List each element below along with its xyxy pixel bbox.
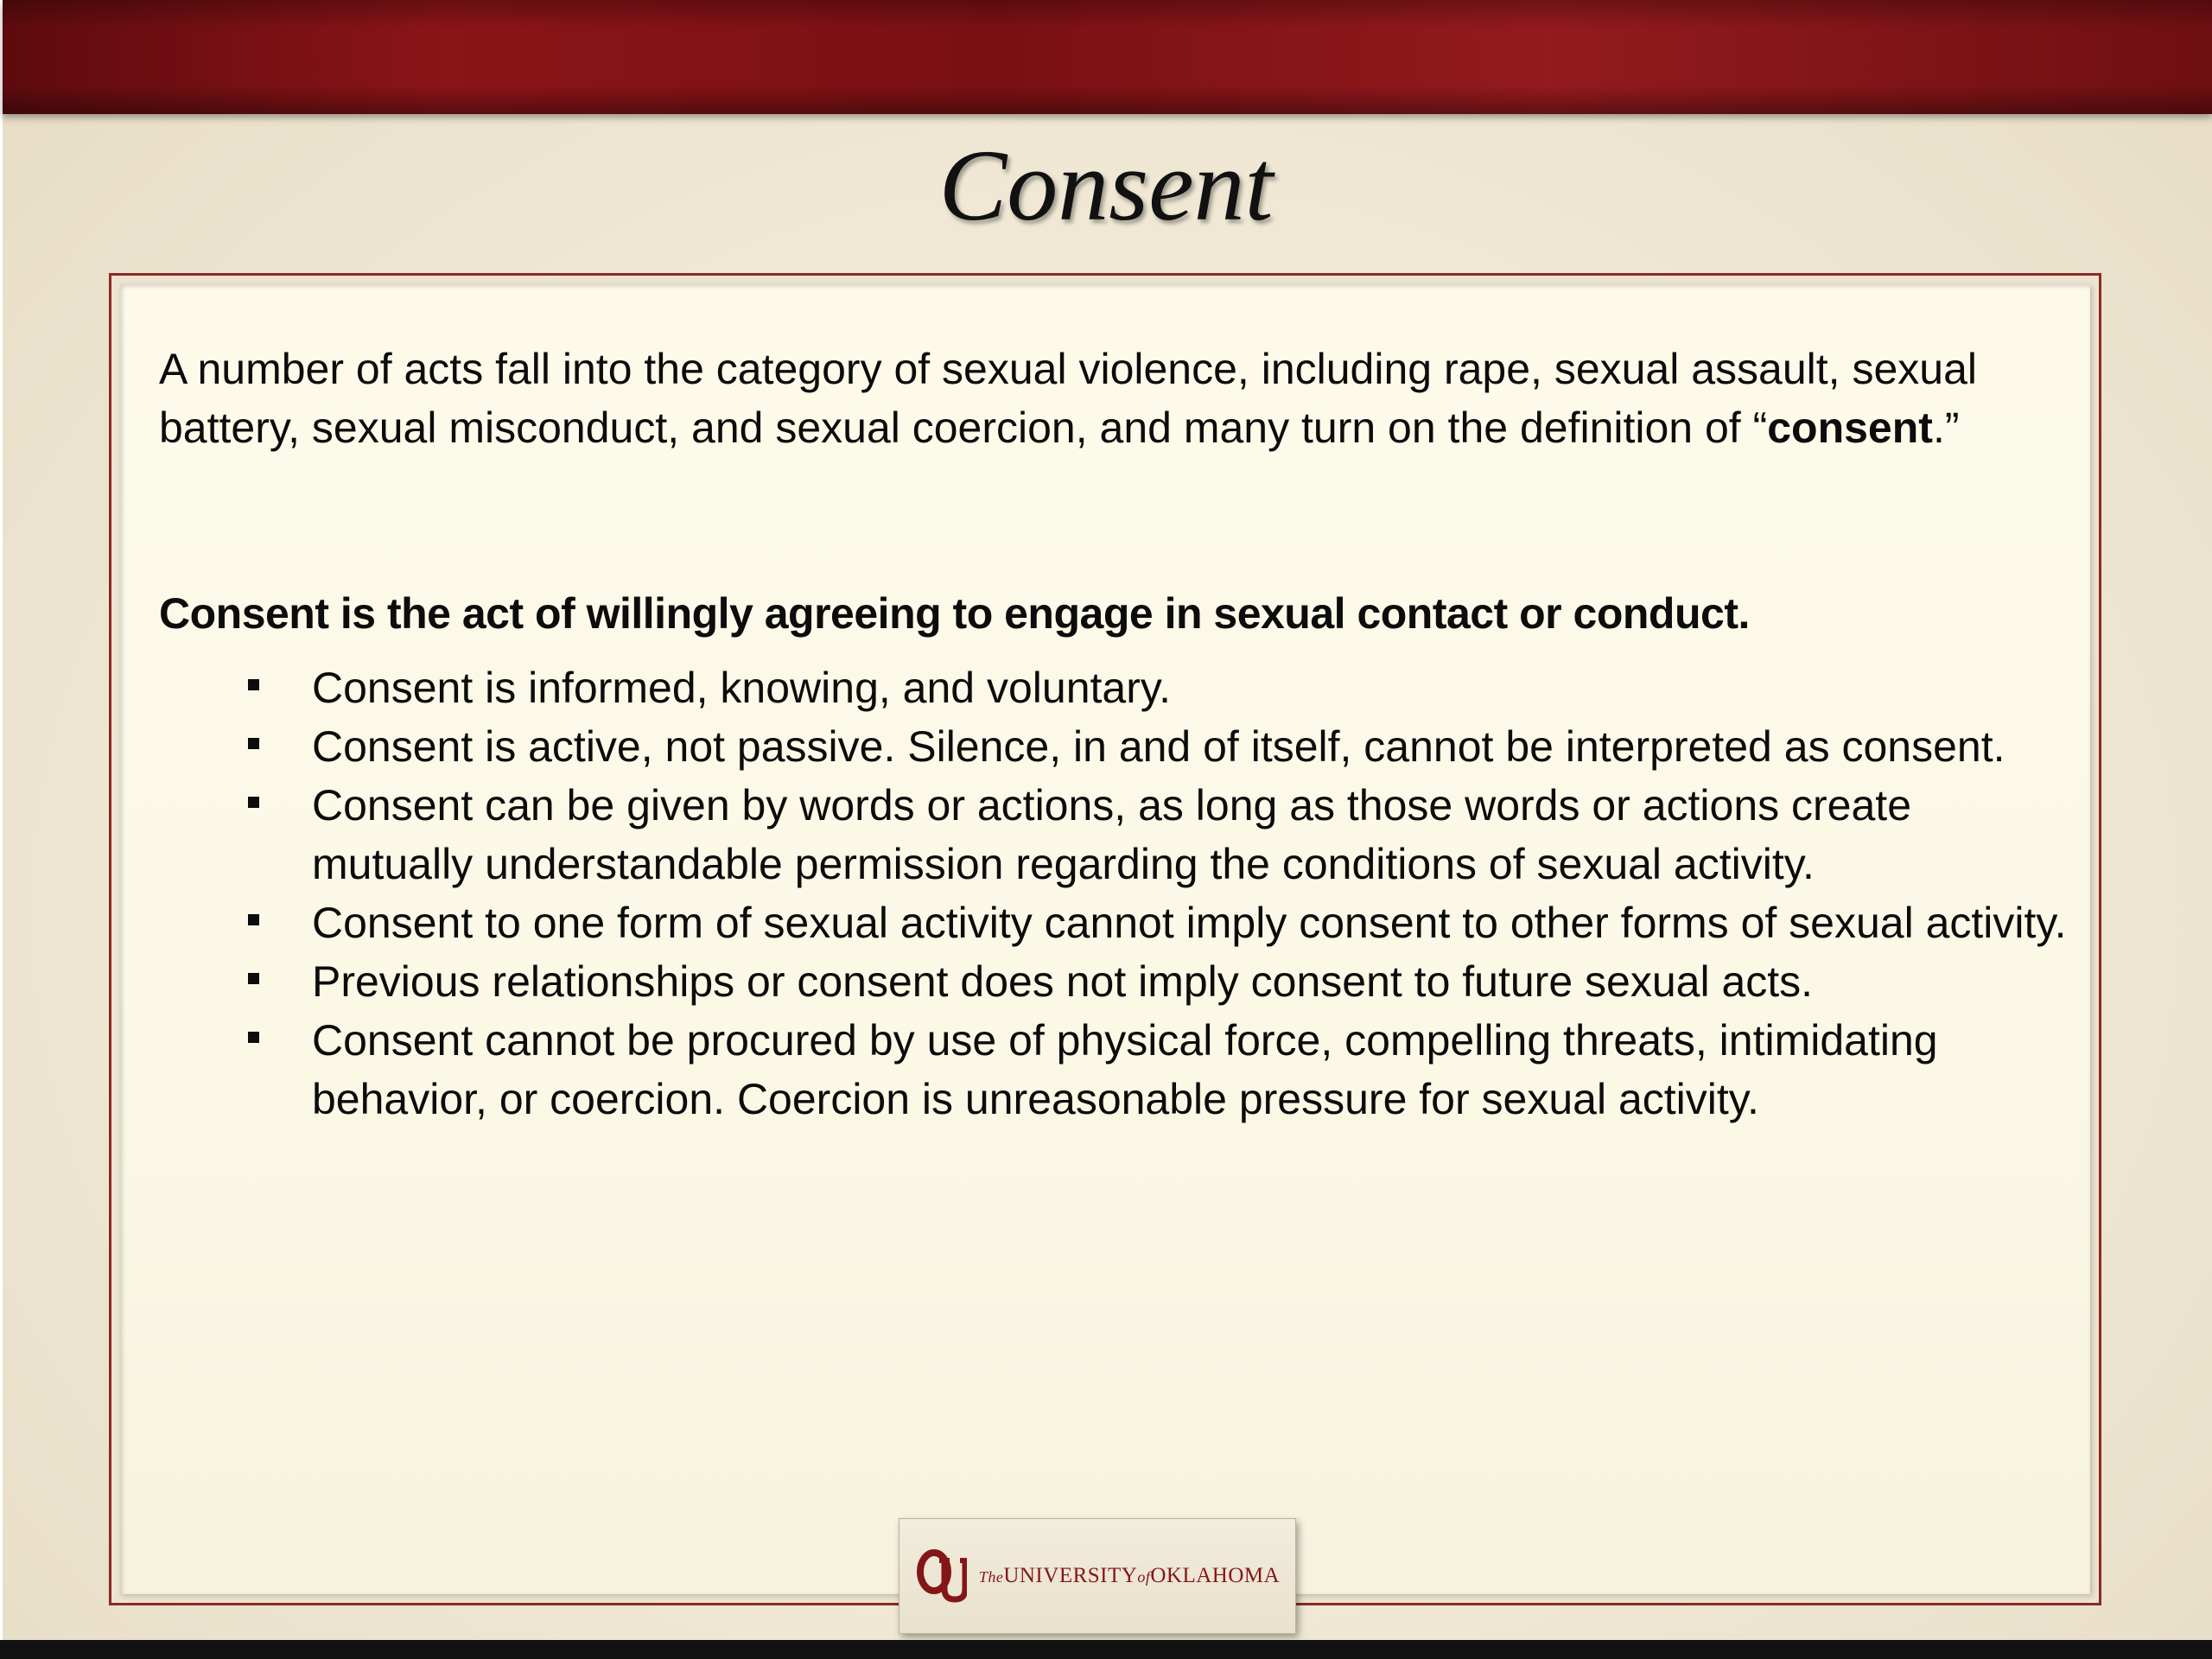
square-bullet-icon (248, 973, 259, 984)
slide-title: Consent (938, 129, 1274, 242)
intro-emphasis: consent (1767, 404, 1933, 452)
square-bullet-icon (248, 914, 259, 925)
bullet-text: Consent is informed, knowing, and voluntary. (312, 664, 1172, 712)
ou-monogram-icon (915, 1546, 967, 1606)
university-logo (899, 1518, 1296, 1634)
logo-wordmark: TheUNIVERSITYofOKLAHOMA (978, 1564, 1281, 1587)
bullet-item (159, 776, 2077, 893)
bullet-text: Consent to one form of sexual activity cannot imply consent to other forms of sexual activity. (312, 899, 2067, 947)
bullet-text: Consent is active, not passive. Silence, in and of itself, cannot be interpreted as consent. (312, 722, 2005, 771)
bullet-item (159, 717, 2077, 776)
bullet-item (159, 658, 2077, 717)
bullet-item (159, 1011, 2077, 1128)
bullet-item (159, 952, 2077, 1011)
bullet-text: Consent can be given by words or actions, as long as those words or actions create mutually understandable permission regarding the conditions of sexual activity. (312, 781, 1912, 888)
consent-definition: Consent is the act of willingly agreeing to engage in sexual contact or conduct. (159, 589, 1750, 638)
bullet-text: Previous relationships or consent does not imply consent to future sexual acts. (312, 957, 1814, 1006)
square-bullet-icon (248, 1032, 259, 1043)
square-bullet-icon (248, 797, 259, 808)
left-edge (0, 0, 3, 1659)
square-bullet-icon (248, 738, 259, 749)
square-bullet-icon (248, 679, 259, 690)
intro-text: A number of acts fall into the category of sexual violence, including rape, sexual assault, sexual battery, sexual misconduct, and sexual coercion, and many turn on the definition of “ (159, 345, 1977, 452)
bottom-bar (0, 1640, 2212, 1659)
intro-closing: .” (1932, 404, 1960, 452)
bullet-list (159, 658, 2077, 1128)
bullet-text: Consent cannot be procured by use of physical force, compelling threats, intimidating behavior, or coercion. Coercion is unreasonable pressure for sexual activity. (312, 1016, 1938, 1123)
intro-paragraph (159, 340, 2077, 457)
bullet-item (159, 893, 2077, 952)
text-block (159, 340, 2077, 1128)
top-banner (3, 0, 2212, 114)
